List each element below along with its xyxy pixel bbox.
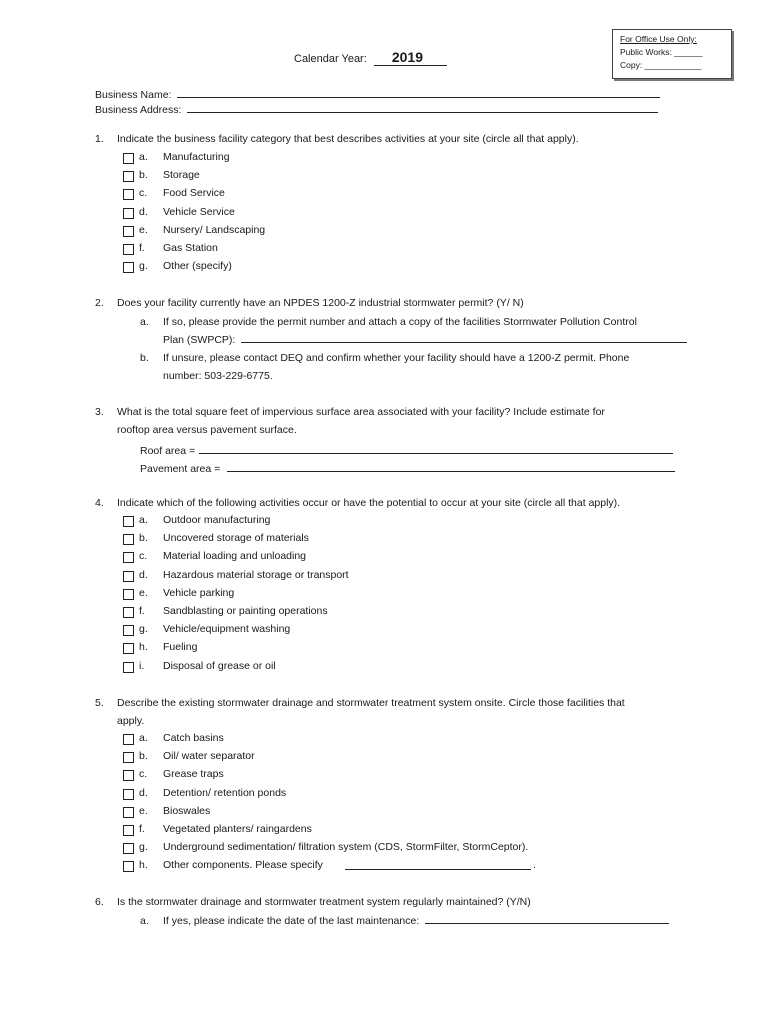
checklist-item [123,822,643,840]
pavement-area-field[interactable] [227,461,675,472]
question-number: 4. [95,497,104,509]
checklist-item [123,786,643,804]
checklist-item [123,659,643,677]
question-2a [140,313,700,349]
item-label: Outdoor manufacturing [163,514,271,526]
item-label: Manufacturing [163,151,230,163]
item-letter: f. [139,242,145,254]
calendar-year-value[interactable]: 2019 [374,50,447,66]
checklist-item [123,186,643,204]
item-letter: d. [139,568,148,581]
checklist-item [123,205,643,223]
business-name-field[interactable] [177,87,660,98]
checkbox[interactable] [123,625,134,636]
checkbox[interactable] [123,643,134,654]
roof-area-field[interactable] [199,443,673,454]
question-6a [140,912,700,930]
checklist-item [123,568,643,586]
question-number: 2. [95,297,104,309]
item-label: Storage [163,169,200,182]
checkbox[interactable] [123,789,134,800]
item-label: Bioswales [163,804,211,817]
roof-area-label: Roof area = [140,445,196,457]
item-letter: c. [139,768,148,781]
checklist-item [123,731,643,749]
checkbox[interactable] [123,861,134,872]
question-3 [95,403,695,439]
checklist-item [123,259,643,277]
item-label: Material loading and unloading [163,550,307,563]
checklist-item [123,604,643,622]
checkbox[interactable] [123,153,134,164]
checkbox[interactable] [123,552,134,563]
checkbox[interactable] [123,189,134,200]
checkbox[interactable] [123,171,134,182]
checkbox[interactable] [123,226,134,237]
checkbox[interactable] [123,262,134,273]
checklist-item [123,640,643,658]
sub-text: If so, please provide the permit number and attach a copy of the facilities Stormwater Pollution Control [163,316,637,328]
swpcp-row [163,331,687,349]
item-label: Vehicle Service [163,205,235,218]
checklist-item [123,241,643,259]
item-label: Other components. Please specify [163,859,323,872]
item-label: Vegetated planters/ raingardens [163,823,312,835]
question-text: Is the stormwater drainage and stormwater treatment system regularly maintained? (Y/N) [117,896,531,908]
question-text: Does your facility currently have an NPDES 1200-Z industrial stormwater permit? (Y/ N) [117,297,524,309]
item-letter: a. [139,151,148,163]
maintenance-date-label: If yes, please indicate the date of the last maintenance: [163,915,420,927]
checklist-item [123,513,643,531]
checkbox[interactable] [123,571,134,582]
checkbox[interactable] [123,770,134,781]
checklist-item [123,622,643,640]
question-text: What is the total square feet of impervious surface area associated with your facility? Include estimate for [117,406,605,418]
calendar-year [294,50,447,66]
item-letter: e. [139,804,148,817]
checkbox[interactable] [123,807,134,818]
item-label: Catch basins [163,732,224,744]
question-number: 3. [95,406,104,418]
roof-area-row [140,443,673,457]
item-letter: d. [139,786,148,799]
item-letter: g. [139,841,148,854]
item-label: Other (specify) [163,260,232,273]
other-components-period: . [533,859,536,872]
item-label: Gas Station [163,242,218,254]
sub-letter: a. [140,915,149,927]
item-letter: e. [139,586,148,599]
item-letter: g. [139,260,148,273]
question-number: 6. [95,896,104,908]
maintenance-date-field[interactable] [425,913,669,924]
question-2b [140,349,700,385]
checkbox[interactable] [123,752,134,763]
checkbox[interactable] [123,607,134,618]
item-label: Fueling [163,641,198,654]
business-address-label: Business Address: [95,104,182,116]
question-5 [95,694,695,730]
public-works-field[interactable]: Public Works: ______ [620,47,703,57]
checkbox[interactable] [123,534,134,545]
sub-text: If unsure, please contact DEQ and confirm whether your facility should have a 1200-Z permit. Phone [163,352,630,364]
checkbox[interactable] [123,662,134,673]
question-text: Indicate which of the following activities occur or have the potential to occur at your site (circle all that apply). [117,497,621,509]
item-letter: g. [139,623,148,636]
item-letter: f. [139,823,145,835]
checklist-item [123,586,643,604]
sub-text-2: number: 503-229-6775. [163,370,273,382]
question-4 [95,494,695,512]
checkbox[interactable] [123,843,134,854]
checklist-item [123,749,643,767]
question-1 [95,130,695,148]
item-label: Underground sedimentation/ filtration system (CDS, StormFilter, StormCeptor). [163,841,529,854]
calendar-year-label: Calendar Year: [294,53,367,65]
item-letter: i. [139,659,145,672]
business-name-label: Business Name: [95,89,172,101]
item-letter: b. [139,169,148,182]
question-number: 5. [95,697,104,709]
item-letter: e. [139,223,148,236]
checklist-item [123,223,643,241]
question-6 [95,893,695,911]
swpcp-field[interactable] [241,332,687,343]
item-letter: h. [139,859,148,872]
question-number: 1. [95,133,104,145]
checklist-item [123,150,643,168]
question-text: Describe the existing stormwater drainage and stormwater treatment system onsite. Circle those facilities that [117,697,625,709]
item-letter: b. [139,750,148,763]
checkbox[interactable] [123,516,134,527]
copy-field[interactable]: Copy: ____________ [620,60,702,70]
question-text: Indicate the business facility category that best describes activities at your site (circle all that apply). [117,133,579,145]
other-components-field[interactable] [345,859,531,870]
office-use-heading: For Office Use Only: [620,34,697,44]
item-label: Food Service [163,187,225,200]
item-letter: c. [139,187,148,200]
checkbox[interactable] [123,825,134,836]
checklist-item [123,840,643,858]
sub-letter: a. [140,316,149,328]
sub-letter: b. [140,352,149,364]
checklist-item [123,767,643,785]
item-letter: d. [139,205,148,218]
business-address-field[interactable] [187,102,658,113]
item-letter: a. [139,732,148,744]
checklist-item [123,549,643,567]
business-name-row [95,87,660,101]
item-label: Detention/ retention ponds [163,786,287,799]
item-letter: c. [139,550,148,563]
pavement-area-row [140,461,675,475]
item-label: Disposal of grease or oil [163,659,276,672]
checkbox[interactable] [123,208,134,219]
question-text-2: rooftop area versus pavement surface. [117,424,297,436]
item-letter: b. [139,532,148,545]
item-label: Vehicle/equipment washing [163,623,291,636]
office-use-box [612,29,732,79]
checkbox[interactable] [123,734,134,745]
checkbox[interactable] [123,244,134,255]
checklist-item [123,531,643,549]
business-address-row [95,102,658,116]
checklist-item [123,804,643,822]
item-label: Hazardous material storage or transport [163,568,349,581]
checkbox[interactable] [123,589,134,600]
item-label: Nursery/ Landscaping [163,223,266,236]
item-letter: h. [139,641,148,654]
question-2 [95,294,695,312]
item-label: Uncovered storage of materials [163,532,309,545]
item-letter: f. [139,605,145,617]
question-text-2: apply. [117,715,145,727]
pavement-area-label: Pavement area = [140,463,221,475]
item-label: Grease traps [163,768,224,781]
item-letter: a. [139,514,148,526]
maintenance-date-row [163,912,669,930]
checklist-item [123,858,643,876]
swpcp-label: Plan (SWPCP): [163,334,236,346]
item-label: Oil/ water separator [163,750,255,763]
item-label: Vehicle parking [163,586,235,599]
item-label: Sandblasting or painting operations [163,605,328,617]
checklist-item [123,168,643,186]
